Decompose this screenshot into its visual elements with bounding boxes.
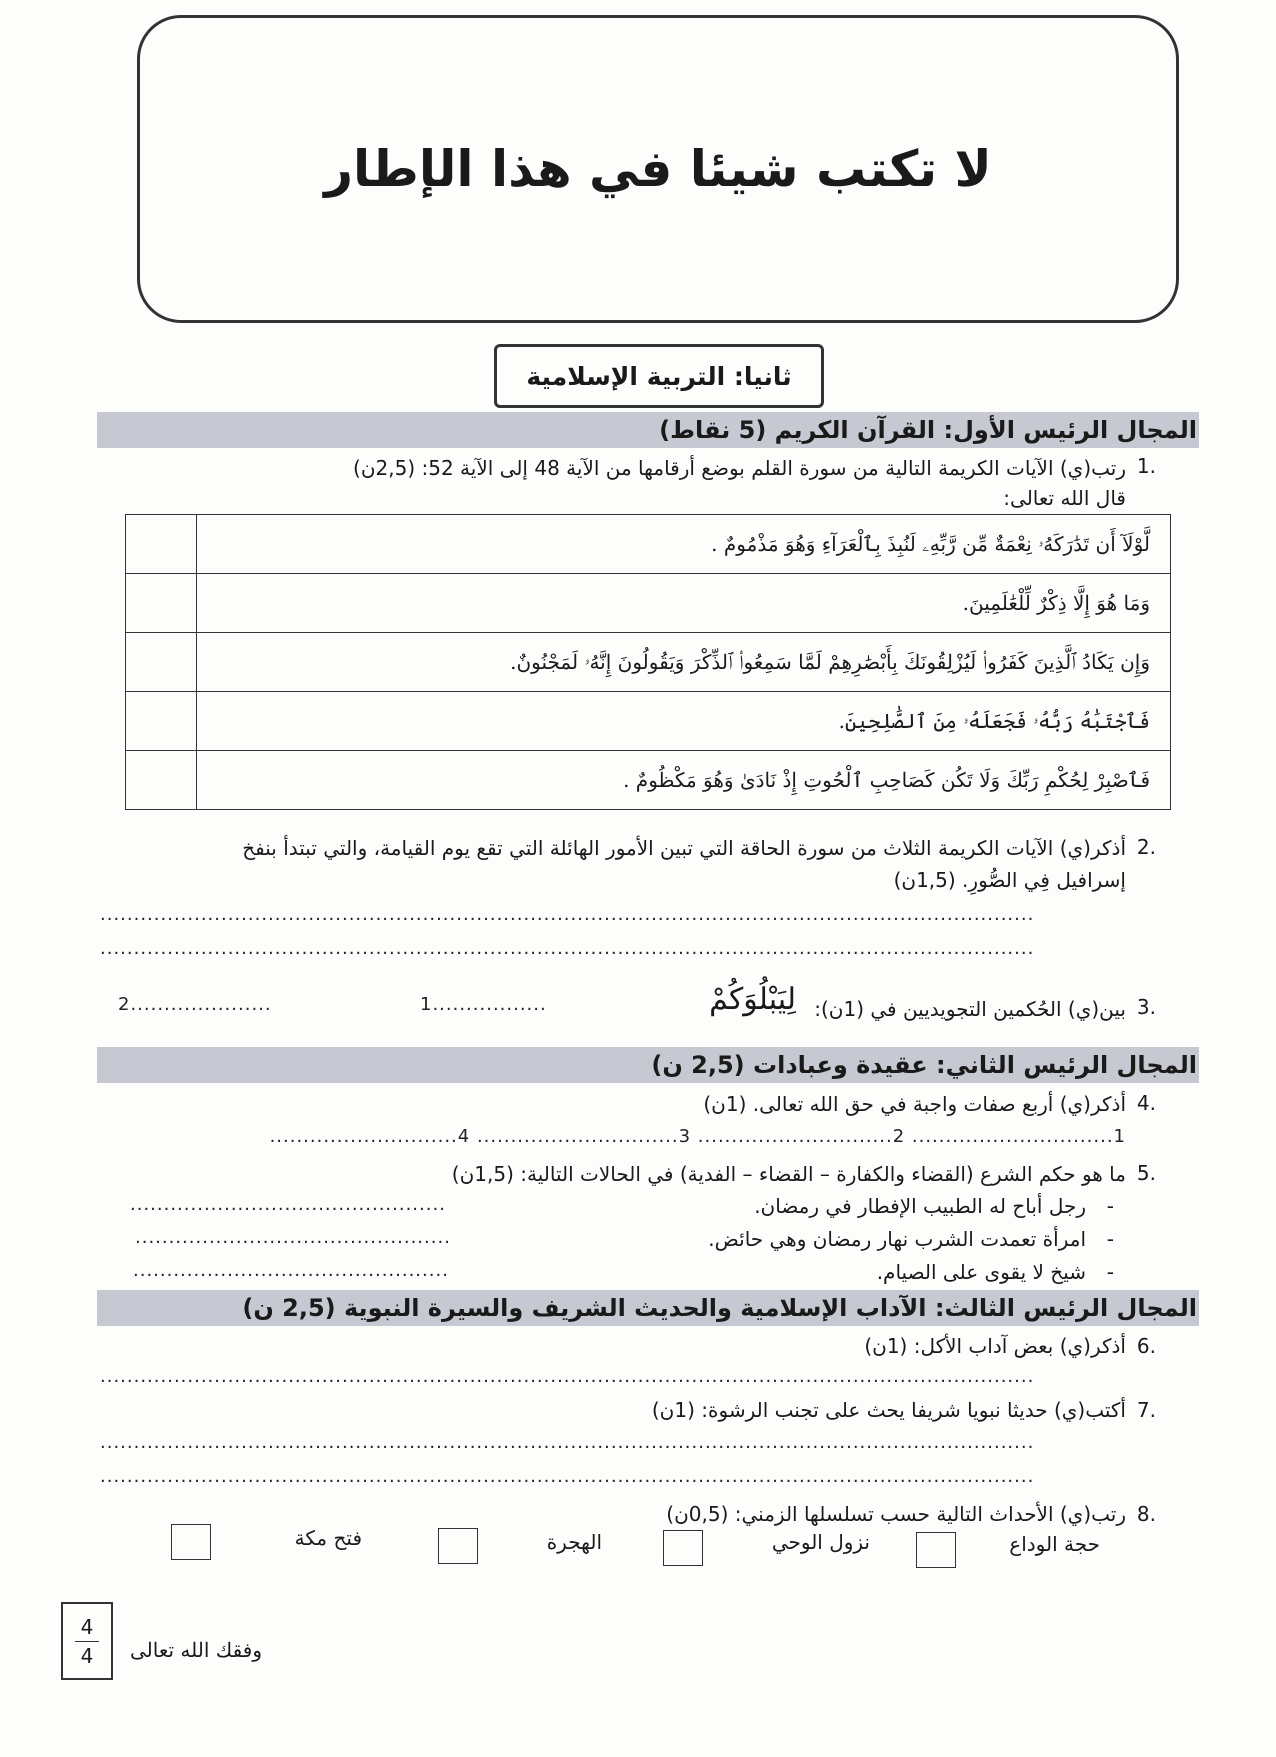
case-answer[interactable]: ...............................................: [130, 1194, 446, 1215]
q1-number: 1.: [1136, 454, 1156, 478]
table-row: [126, 692, 1171, 751]
case-text: امرأة تعمدت الشرب نهار رمضان وهي حائض.: [708, 1227, 1086, 1251]
q3-text: بين(ي) الحُكمين التجويديين في (1ن):: [814, 997, 1126, 1021]
table-row: [126, 633, 1171, 692]
q3-answer-1[interactable]: 1.................: [420, 994, 547, 1015]
verse-text: فَٱصْبِرْ لِحُكْمِ رَبِّكَ وَلَا تَكُن كَصَاحِبِ ٱلْحُوتِ إِذْ نَادَىٰ وَهُوَ مَكْظُومٌ .: [197, 751, 1171, 810]
verse-text: لَّوْلَآ أَن تَدَٰرَكَهُۥ نِعْمَةٌ مِّن رَّبِّهِۦ لَنُبِذَ بِٱلْعَرَآءِ وَهُوَ مَذْمُومٌ .: [197, 515, 1171, 574]
closing-wish: وفقك الله تعالى: [130, 1638, 262, 1662]
answer-line[interactable]: ...........................................................................................................................................: [100, 1466, 1035, 1487]
q7-text: أكتب(ي) حديثا نبويا شريفا يحث على تجنب الرشوة: (1ن): [651, 1398, 1126, 1422]
q4-number: 4.: [1136, 1091, 1156, 1115]
verse-text: فَٱجْتَبَٰهُ رَبُّهُۥ فَجَعَلَهُۥ مِنَ ٱلصَّٰلِحِينَ.: [197, 692, 1171, 751]
page-number: [61, 1602, 113, 1680]
event-label: نزول الوحي: [771, 1530, 870, 1554]
q8-number: 8.: [1136, 1502, 1156, 1526]
case-answer[interactable]: ...............................................: [133, 1260, 449, 1281]
q5-number: 5.: [1136, 1161, 1156, 1185]
verse-number-cell[interactable]: [126, 574, 197, 633]
table-row: [126, 515, 1171, 574]
case-dash: -: [1106, 1260, 1114, 1284]
case-text: رجل أباح له الطبيب الإفطار في رمضان.: [754, 1194, 1086, 1218]
frame-title: لا تكتب شيئا في هذا الإطار: [324, 140, 992, 198]
q2-line2: إسرافيل فِي الصُّورِ. (1,5ن): [893, 868, 1126, 892]
page-current: 4: [80, 1614, 94, 1639]
q8-text: رتب(ي) الأحداث التالية حسب تسلسلها الزمني: (0,5ن): [666, 1502, 1126, 1526]
table-row: [126, 751, 1171, 810]
verse-text: وَمَا هُوَ إِلَّا ذِكْرٌ لِّلْعَٰلَمِينَ.: [197, 574, 1171, 633]
answer-line[interactable]: ...........................................................................................................................................: [100, 904, 1035, 925]
q3-answer-2[interactable]: 2.....................: [118, 994, 272, 1015]
verse-number-cell[interactable]: [126, 633, 197, 692]
q3-word: لِيَبْلُوَكُمْ: [709, 982, 796, 1017]
domain1-title: المجال الرئيس الأول: القرآن الكريم (5 نقاط): [659, 416, 1197, 444]
q3-number: 3.: [1136, 995, 1156, 1019]
q6-number: 6.: [1136, 1334, 1156, 1358]
case-dash: -: [1106, 1194, 1114, 1218]
do-not-write-frame: [137, 15, 1179, 323]
answer-line[interactable]: ...........................................................................................................................................: [100, 938, 1035, 959]
q2-number: 2.: [1136, 835, 1156, 859]
page-total: 4: [80, 1643, 94, 1668]
domain2-header: [97, 1047, 1199, 1083]
event-label: فتح مكة: [294, 1526, 362, 1550]
case-text: شيخ لا يقوى على الصيام.: [876, 1260, 1086, 1284]
q4-text: أذكر(ي) أربع صفات واجبة في حق الله تعالى. (1ن): [703, 1092, 1126, 1116]
q1-text: رتب(ي) الآيات الكريمة التالية من سورة القلم بوضع أرقامها من الآية 48 إلى الآية 52: (2,5ن): [353, 456, 1126, 480]
q2-line1: أذكر(ي) الآيات الكريمة الثلاث من سورة الحاقة التي تبين الأمور الهائلة التي تقع يوم القيامة، والتي تبتدأ بنفخ: [242, 836, 1126, 860]
case-answer[interactable]: ...............................................: [135, 1227, 451, 1248]
event-order-box[interactable]: [916, 1532, 956, 1568]
q4-answers[interactable]: 1.............................. 2............................. 3.............................. 4............................: [269, 1126, 1126, 1147]
q6-text: أذكر(ي) بعض آداب الأكل: (1ن): [864, 1334, 1126, 1358]
verse-number-cell[interactable]: [126, 515, 197, 574]
q7-number: 7.: [1136, 1398, 1156, 1422]
domain2-title: المجال الرئيس الثاني: عقيدة وعبادات (2,5 ن): [651, 1051, 1197, 1079]
event-label: حجة الوداع: [1009, 1532, 1100, 1556]
event-order-box[interactable]: [663, 1530, 703, 1566]
table-row: [126, 574, 1171, 633]
q5-text: ما هو حكم الشرع (القضاء والكفارة – القضاء – الفدية) في الحالات التالية: (1,5ن): [451, 1162, 1126, 1186]
verses-table: [125, 514, 1171, 810]
section-title: ثانيا: التربية الإسلامية: [494, 344, 824, 408]
fraction-bar: [75, 1641, 99, 1642]
event-order-box[interactable]: [171, 1524, 211, 1560]
domain3-title: المجال الرئيس الثالث: الآداب الإسلامية والحديث الشريف والسيرة النبوية (2,5 ن): [242, 1294, 1197, 1322]
event-label: الهجرة: [546, 1530, 602, 1554]
verse-number-cell[interactable]: [126, 751, 197, 810]
domain3-header: [97, 1290, 1199, 1326]
answer-line[interactable]: ...........................................................................................................................................: [100, 1366, 1035, 1387]
domain1-header: [97, 412, 1199, 448]
case-dash: -: [1106, 1227, 1114, 1251]
verse-text: وَإِن يَكَادُ ٱلَّذِينَ كَفَرُوا۟ لَيُزْلِقُونَكَ بِأَبْصَٰرِهِمْ لَمَّا سَمِعُوا۟ ٱلذِّكْرَ وَيَقُولُونَ إِنَّهُۥ لَمَجْنُونٌ.: [197, 633, 1171, 692]
verse-number-cell[interactable]: [126, 692, 197, 751]
q1-intro: قال الله تعالى:: [1003, 486, 1126, 510]
event-order-box[interactable]: [438, 1528, 478, 1564]
answer-line[interactable]: ...........................................................................................................................................: [100, 1432, 1035, 1453]
